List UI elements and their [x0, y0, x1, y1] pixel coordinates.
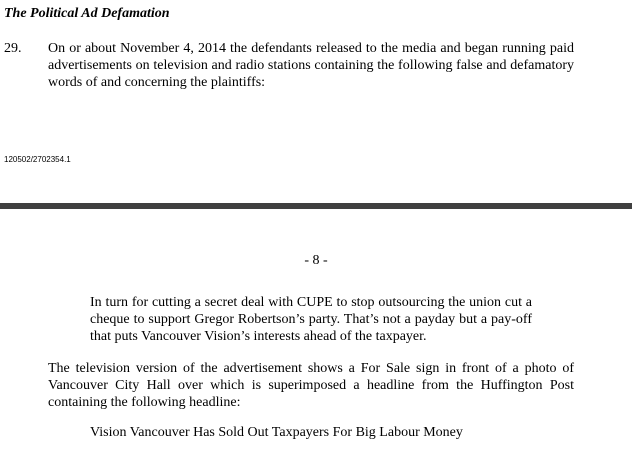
page-number: - 8 - [304, 253, 328, 268]
television-version-paragraph: The television version of the advertisement shows a For Sale sign in front of a photo of Vancouver City Hall over which is superimposed a headline from the Huffington Post containing the following headline: [48, 361, 574, 410]
page-break-divider [0, 203, 632, 209]
headline-quote: Vision Vancouver Has Sold Out Taxpayers For Big Labour Money [90, 425, 463, 440]
section-heading: The Political Ad Defamation [4, 6, 170, 21]
advertisement-quote: In turn for cutting a secret deal with CUPE to stop outsourcing the union cut a cheque to support Gregor Robertson’s party. That’s not a payday but a pay-off that puts Vancouver Vision’s interests ahead of the taxpayer. [90, 295, 532, 344]
paragraph-number: 29. [4, 41, 22, 56]
document-id-footer: 120502/2702354.1 [4, 155, 71, 164]
paragraph-text: On or about November 4, 2014 the defendants released to the media and began running paid advertisements on television and radio stations containing the following false and defamatory words of and concerning the plaintiffs: [48, 41, 574, 90]
